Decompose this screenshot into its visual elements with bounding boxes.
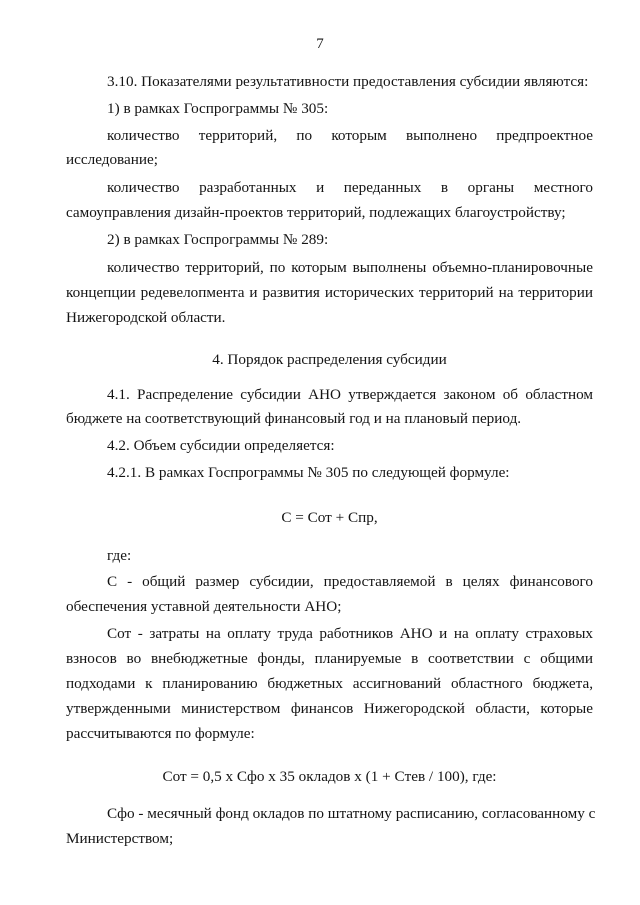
definition-c-line-1: С - общий размер субсидии, предоставляемой в целях финансового xyxy=(107,573,593,590)
indicator-1-line-2: исследование; xyxy=(66,151,158,168)
definition-sot-line-4: утвержденными министерством финансов Нижегородской области, которые xyxy=(66,700,593,717)
indicator-3-line-2: концепции редевелопмента и развития исторических территорий на территории xyxy=(66,284,593,301)
definition-c-line-2: обеспечения уставной деятельности АНО; xyxy=(66,598,342,615)
list-item-program-305: 1) в рамках Госпрограммы № 305: xyxy=(107,100,329,117)
indicator-3-line-3: Нижегородской области. xyxy=(66,309,226,326)
paragraph-3-10: 3.10. Показателями результативности предоставления субсидии являются: xyxy=(107,73,589,90)
paragraph-4-1-line-2: бюджете на соответствующий финансовый год и на плановый период. xyxy=(66,410,522,427)
definition-sot-line-2: взносов во внебюджетные фонды, планируемые в соответствии с общими xyxy=(66,650,593,667)
indicator-3-line-1: количество территорий, по которым выполнены объемно-планировочные xyxy=(107,259,593,276)
formula-c: С = Сот + Спр, xyxy=(281,509,378,526)
where-label: где: xyxy=(107,547,132,564)
paragraph-4-1-line-1: 4.1. Распределение субсидии АНО утверждается законом об областном xyxy=(107,386,593,403)
indicator-2-line-1: количество разработанных и переданных в органы местного xyxy=(107,179,593,196)
page-number: 7 xyxy=(316,36,324,52)
paragraph-4-2: 4.2. Объем субсидии определяется: xyxy=(107,437,335,454)
definition-sot-line-5: рассчитываются по формуле: xyxy=(66,725,255,742)
definition-sfo-line-1: Сфо - месячный фонд окладов по штатному расписанию, согласованному с xyxy=(107,805,596,822)
definition-sfo-line-2: Министерством; xyxy=(66,830,174,847)
definition-sot-line-1: Сот - затраты на оплату труда работников АНО и на оплату страховых xyxy=(107,625,593,642)
indicator-2-line-2: самоуправления дизайн-проектов территорий, подлежащих благоустройству; xyxy=(66,204,566,221)
section-4-heading: 4. Порядок распределения субсидии xyxy=(212,351,447,368)
definition-sot-line-3: подходами к планированию бюджетных ассигнований областного бюджета, xyxy=(66,675,593,692)
paragraph-4-2-1: 4.2.1. В рамках Госпрограммы № 305 по следующей формуле: xyxy=(107,464,510,481)
formula-sot: Сот = 0,5 х Сфо х 35 окладов х (1 + Cтев / 100), где: xyxy=(162,768,497,785)
list-item-program-289: 2) в рамках Госпрограммы № 289: xyxy=(107,231,329,248)
indicator-1-line-1: количество территорий, по которым выполнено предпроектное xyxy=(107,127,593,144)
